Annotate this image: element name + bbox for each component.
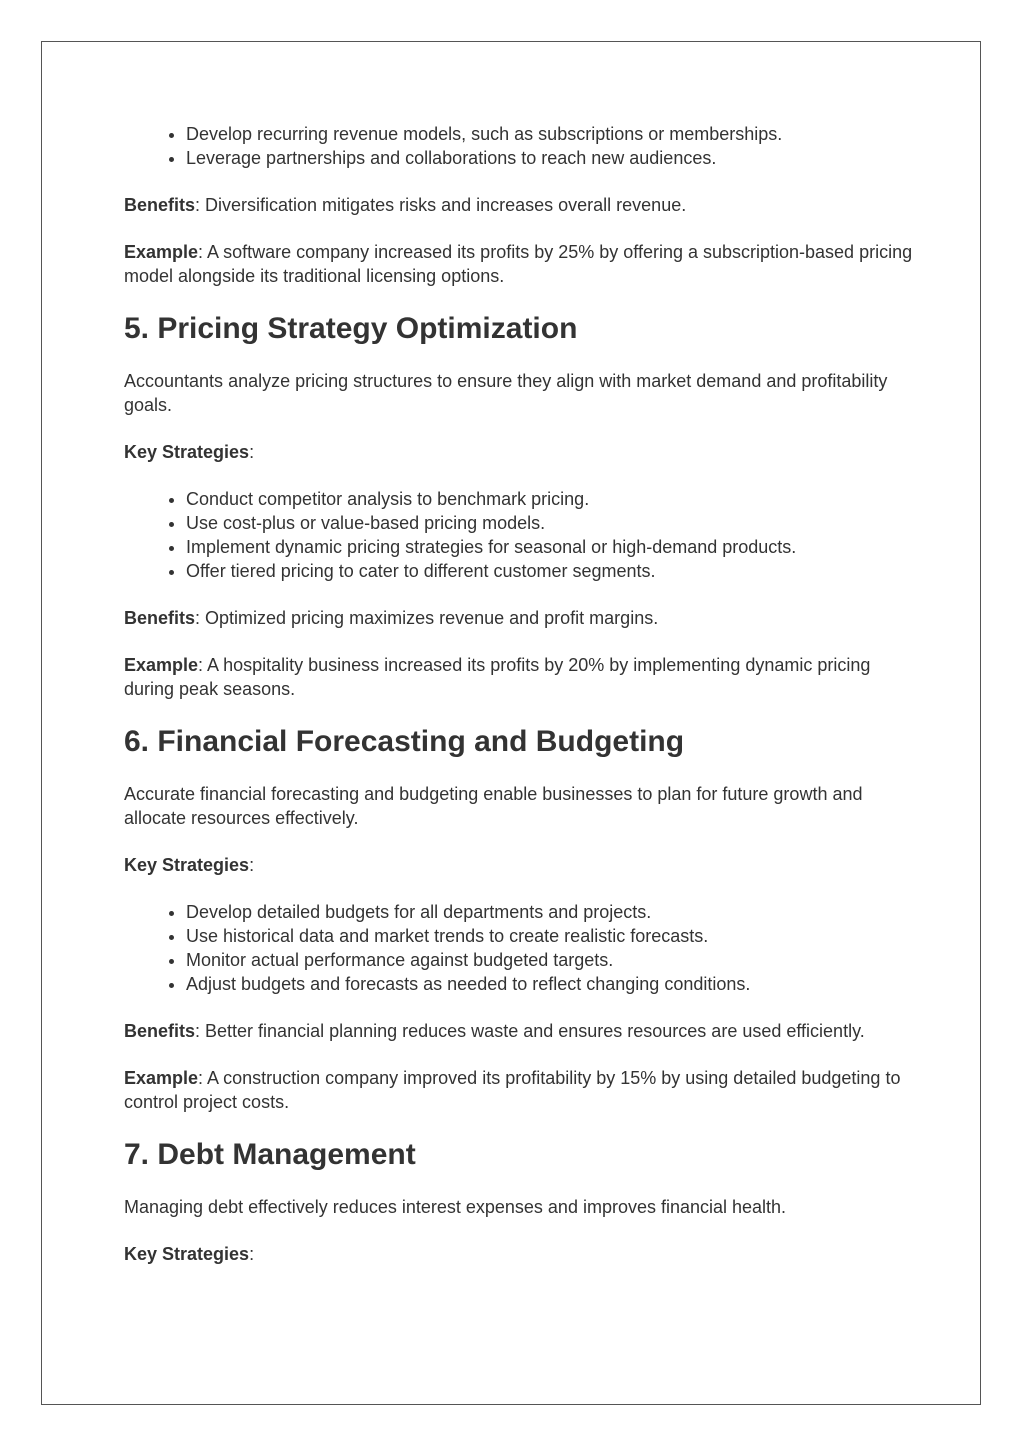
benefits-text: : Better financial planning reduces waste and ensures resources are used efficiently.: [195, 1021, 865, 1041]
section-5-benefits: [124, 606, 914, 630]
list-item: • Implement dynamic pricing strategies for seasonal or high-demand products.: [186, 535, 914, 559]
section-5-strategies-heading: [124, 440, 914, 464]
example-text: : A software company increased its profits by 25% by offering a subscription-based pricing model alongside its traditional licensing options.: [124, 242, 913, 286]
benefits-text: : Optimized pricing maximizes revenue and profit margins.: [195, 608, 659, 628]
intro-example: [124, 240, 914, 288]
intro-bullet-list: [124, 122, 914, 170]
section-6-heading: 6. Financial Forecasting and Budgeting: [124, 725, 685, 758]
section-5-example: [124, 653, 914, 701]
strategies-suffix: :: [249, 442, 255, 462]
example-label: Example: [124, 242, 199, 262]
strategies-suffix: :: [249, 1244, 255, 1264]
section-6-bullet-list: [124, 900, 914, 996]
section-5-bullet-list: [124, 487, 914, 583]
list-item: • Use historical data and market trends to create realistic forecasts.: [186, 924, 914, 948]
benefits-label: Benefits: [124, 195, 196, 215]
section-5-description: Accountants analyze pricing structures to ensure they align with market demand and profitability goals.: [124, 371, 888, 415]
example-text: : A hospitality business increased its profits by 20% by implementing dynamic pricing during peak seasons.: [124, 655, 871, 699]
strategies-label: Key Strategies: [124, 855, 250, 875]
list-item: • Conduct competitor analysis to benchmark pricing.: [186, 487, 914, 511]
intro-benefits: [124, 193, 914, 217]
benefits-text: : Diversification mitigates risks and increases overall revenue.: [195, 195, 687, 215]
example-text: : A construction company improved its profitability by 15% by using detailed budgeting to control project costs.: [124, 1068, 901, 1112]
example-label: Example: [124, 1068, 199, 1088]
section-7-strategies-heading: [124, 1242, 914, 1266]
section-6-strategies-heading: [124, 853, 914, 877]
list-item: • Develop recurring revenue models, such as subscriptions or memberships.: [186, 122, 914, 146]
list-item: • Leverage partnerships and collaborations to reach new audiences.: [186, 146, 914, 170]
strategies-label: Key Strategies: [124, 442, 250, 462]
benefits-label: Benefits: [124, 608, 196, 628]
section-6-description: Accurate financial forecasting and budgeting enable businesses to plan for future growth and allocate resources effectively.: [124, 784, 863, 828]
list-item: • Monitor actual performance against budgeted targets.: [186, 948, 914, 972]
section-5-heading: 5. Pricing Strategy Optimization: [124, 312, 578, 345]
list-item: • Develop detailed budgets for all departments and projects.: [186, 900, 914, 924]
list-item: • Offer tiered pricing to cater to different customer segments.: [186, 559, 914, 583]
list-item: • Adjust budgets and forecasts as needed to reflect changing conditions.: [186, 972, 914, 996]
benefits-label: Benefits: [124, 1021, 196, 1041]
strategies-suffix: :: [249, 855, 255, 875]
section-6-example: [124, 1066, 914, 1114]
section-6-benefits: [124, 1019, 914, 1043]
section-7-description: Managing debt effectively reduces interest expenses and improves financial health.: [124, 1197, 787, 1217]
list-item: • Use cost-plus or value-based pricing models.: [186, 511, 914, 535]
document-content: [124, 122, 914, 1289]
strategies-label: Key Strategies: [124, 1244, 250, 1264]
example-label: Example: [124, 655, 199, 675]
section-7-heading: 7. Debt Management: [124, 1138, 416, 1171]
